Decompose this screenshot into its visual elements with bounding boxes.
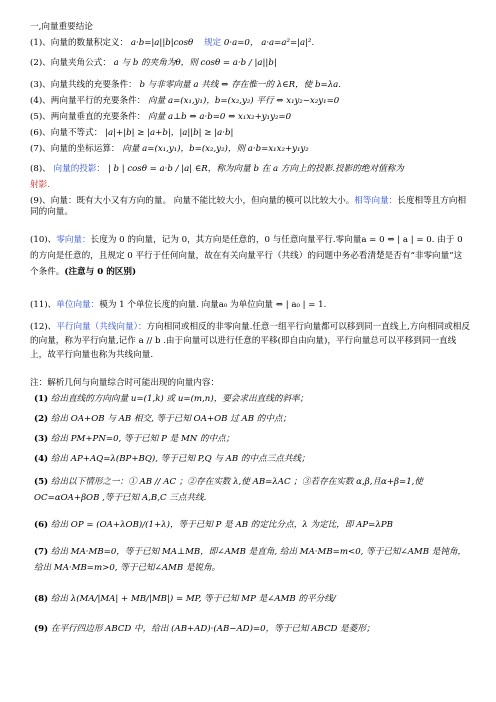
item-8-formula: | b | cosθ = a·b / |a| ∈R，称为向量 b 在 a 方向上的投影.投影的绝对值称为	[107, 164, 404, 174]
sub-item-9-number: (9)	[34, 624, 49, 634]
item-4-formula: 向量 a=(x₁,y₁)，b=(x₂,y₂) 平行 ⇔ x₁y₂−x₂y₁=0	[148, 96, 340, 106]
item-12-def: 方向相同或相反的非零向量.任意一组平行向量都可以移到同一直线上,方向相同或相反的向量，称为平行向量,记作 a // b .由于向量可以进行任意的平移(即自由向量)，平行向量总可以平移到同一直线上，故平行向量也称为共线向量.	[30, 322, 470, 360]
item-1-label: (1)、向量的数量积定义：	[30, 38, 129, 48]
sub-item-9	[34, 624, 375, 635]
item-7-label: (7)、向量的坐标运算：	[30, 144, 120, 154]
sub-item-7-text: 给出 MA·MB=0，等于已知 MA⊥MB，即∠AMB 是直角, 给出 MA·MB=m<0, 等于已知∠AMB 是钝角，给出 MA·MB=m>0, 等于已知∠AMB 是锐角。	[34, 547, 467, 573]
sub-item-1	[34, 394, 308, 405]
sub-item-6-number: (6)	[34, 520, 49, 530]
sub-item-6	[34, 520, 393, 531]
sub-item-1-number: (1)	[34, 394, 49, 404]
item-7	[30, 144, 309, 155]
sub-item-6-text: 给出 OP = (OA+λOB)/(1+λ)，等于已知 P 是 AB 的定比分点，λ 为定比，即 AP=λPB	[50, 520, 393, 530]
item-8	[30, 164, 404, 175]
item-4-label: (4)、两向量平行的充要条件：	[30, 96, 146, 106]
item-8-term: 向量的投影：	[53, 164, 106, 174]
sub-item-2-text: 给出 OA+OB 与 AB 相交, 等于已知 OA+OB 过 AB 的中点；	[50, 414, 292, 424]
item-1-rule: 0·a=0， a·a=a²=|a|².	[223, 38, 315, 48]
item-6-formula: |a|+|b| ≥ |a+b|，|a||b| ≥ |a·b|	[105, 128, 234, 138]
item-11-label: (11)、	[30, 300, 57, 310]
sub-item-1-text: 给出直线的方向向量 u=(1,k) 或 u=(m,n)，要会求出直线的斜率；	[50, 394, 309, 404]
sub-item-8	[34, 594, 336, 605]
item-9-def: 长度相等且方向相同的向量。	[30, 196, 467, 217]
item-3-label: (3)、向量共线的充要条件：	[30, 80, 137, 90]
item-2-label: (2)、向量夹角公式：	[30, 58, 111, 68]
sub-item-8-text: 给出 λ(MA/|MA| + MB/|MB|) = MP, 等于已知 MP 是∠AMB 的平分线/	[50, 594, 336, 604]
sub-item-9-text: 在平行四边形 ABCD 中，给出 (AB+AD)·(AB−AD)=0，等于已知 ABCD 是菱形；	[50, 624, 375, 634]
item-9	[30, 196, 470, 218]
item-1-rule-label: 规定	[203, 38, 222, 48]
note-line: 注：解析几何与向量综合时可能出现的向量内容：	[30, 378, 220, 388]
sub-item-4	[34, 454, 310, 465]
sub-item-4-text: 给出 AP+AQ=λ(BP+BQ), 等于已知 P,Q 与 AB 的中点三点共线；	[50, 454, 310, 464]
sub-item-5-number: (5)	[34, 477, 49, 487]
item-1-formula: a·b=|a||b|cosθ	[130, 38, 194, 48]
sub-item-5-text: 给出以下情形之一：① AB // AC ；②存在实数 λ,使 AB=λAC ；③若存在实数 α,β,且α+β=1,使 OC=αOA+βOB ,等于已知 A,B,C 三点共线.	[34, 477, 423, 503]
item-3-formula: b 与非零向量 a 共线 ⇔ 存在惟一的 λ∈R，使 b=λa.	[139, 80, 341, 90]
item-5-label: (5)、两向量垂直的充要条件：	[30, 112, 146, 122]
item-7-formula: 向量 a=(x₁,y₁)，b=(x₂,y₂)，则 a·b=x₁x₂+y₁y₂	[122, 144, 309, 154]
sub-item-3-text: 给出 PM+PN=0, 等于已知 P 是 MN 的中点；	[50, 434, 235, 444]
item-10-label: (10)、	[30, 235, 57, 245]
item-2-formula: a 与 b 的夹角为θ，则 cosθ = a·b / |a||b|	[113, 58, 277, 68]
item-10-def: 长度为 0 的向量，记为 0，其方向是任意的，0 与任意向量平行.零向量a = 0 ⇔ | a | = 0. 由于 0 的方向是任意的，且规定 0 平行于任何向量，故在有关向量平行（共线）的问题中务必看清楚是否有“非零向量”这个条件。	[30, 235, 463, 277]
sub-item-2-number: (2)	[34, 414, 49, 424]
item-1	[30, 38, 314, 49]
sub-item-7	[34, 544, 470, 576]
sub-item-3	[34, 434, 234, 445]
sub-item-4-number: (4)	[34, 454, 49, 464]
sub-item-7-number: (7)	[34, 547, 49, 557]
item-5	[30, 112, 291, 123]
item-10-note: (注意与 0 的区别)	[64, 267, 137, 277]
item-12-label: (12)、	[30, 322, 57, 332]
sub-item-3-number: (3)	[34, 434, 49, 444]
item-8-label: (8)、	[30, 164, 51, 174]
item-9-term: 相等向量：	[354, 196, 398, 206]
section-heading: 一,向量重要结论	[30, 22, 93, 32]
sub-item-5	[34, 474, 470, 506]
item-11	[30, 300, 326, 311]
item-10	[30, 232, 470, 280]
item-6	[30, 128, 233, 139]
item-11-term: 单位向量：	[56, 300, 100, 310]
item-10-term: 零向量：	[56, 235, 91, 245]
sub-item-2	[34, 414, 291, 425]
item-4	[30, 96, 339, 107]
item-12-term: 平行向量（共线向量）：	[56, 322, 147, 332]
item-8-shadow-term: 射影.	[30, 180, 50, 190]
sub-item-8-number: (8)	[34, 594, 49, 604]
item-9-text: (9)、向量：既有大小又有方向的量。 向量不能比较大小，但向量的模可以比较大小。	[30, 196, 355, 206]
item-3	[30, 80, 341, 91]
item-12	[30, 320, 470, 362]
item-2	[30, 58, 277, 69]
item-11-def: 模为 1 个单位长度的向量. 向量a₀ 为单位向量 ⇔ | a₀ | = 1.	[99, 300, 327, 310]
item-5-formula: 向量 a⊥b ⇔ a·b=0 ⇔ x₁x₂+y₁y₂=0	[148, 112, 292, 122]
item-6-label: (6)、向量不等式：	[30, 128, 103, 138]
